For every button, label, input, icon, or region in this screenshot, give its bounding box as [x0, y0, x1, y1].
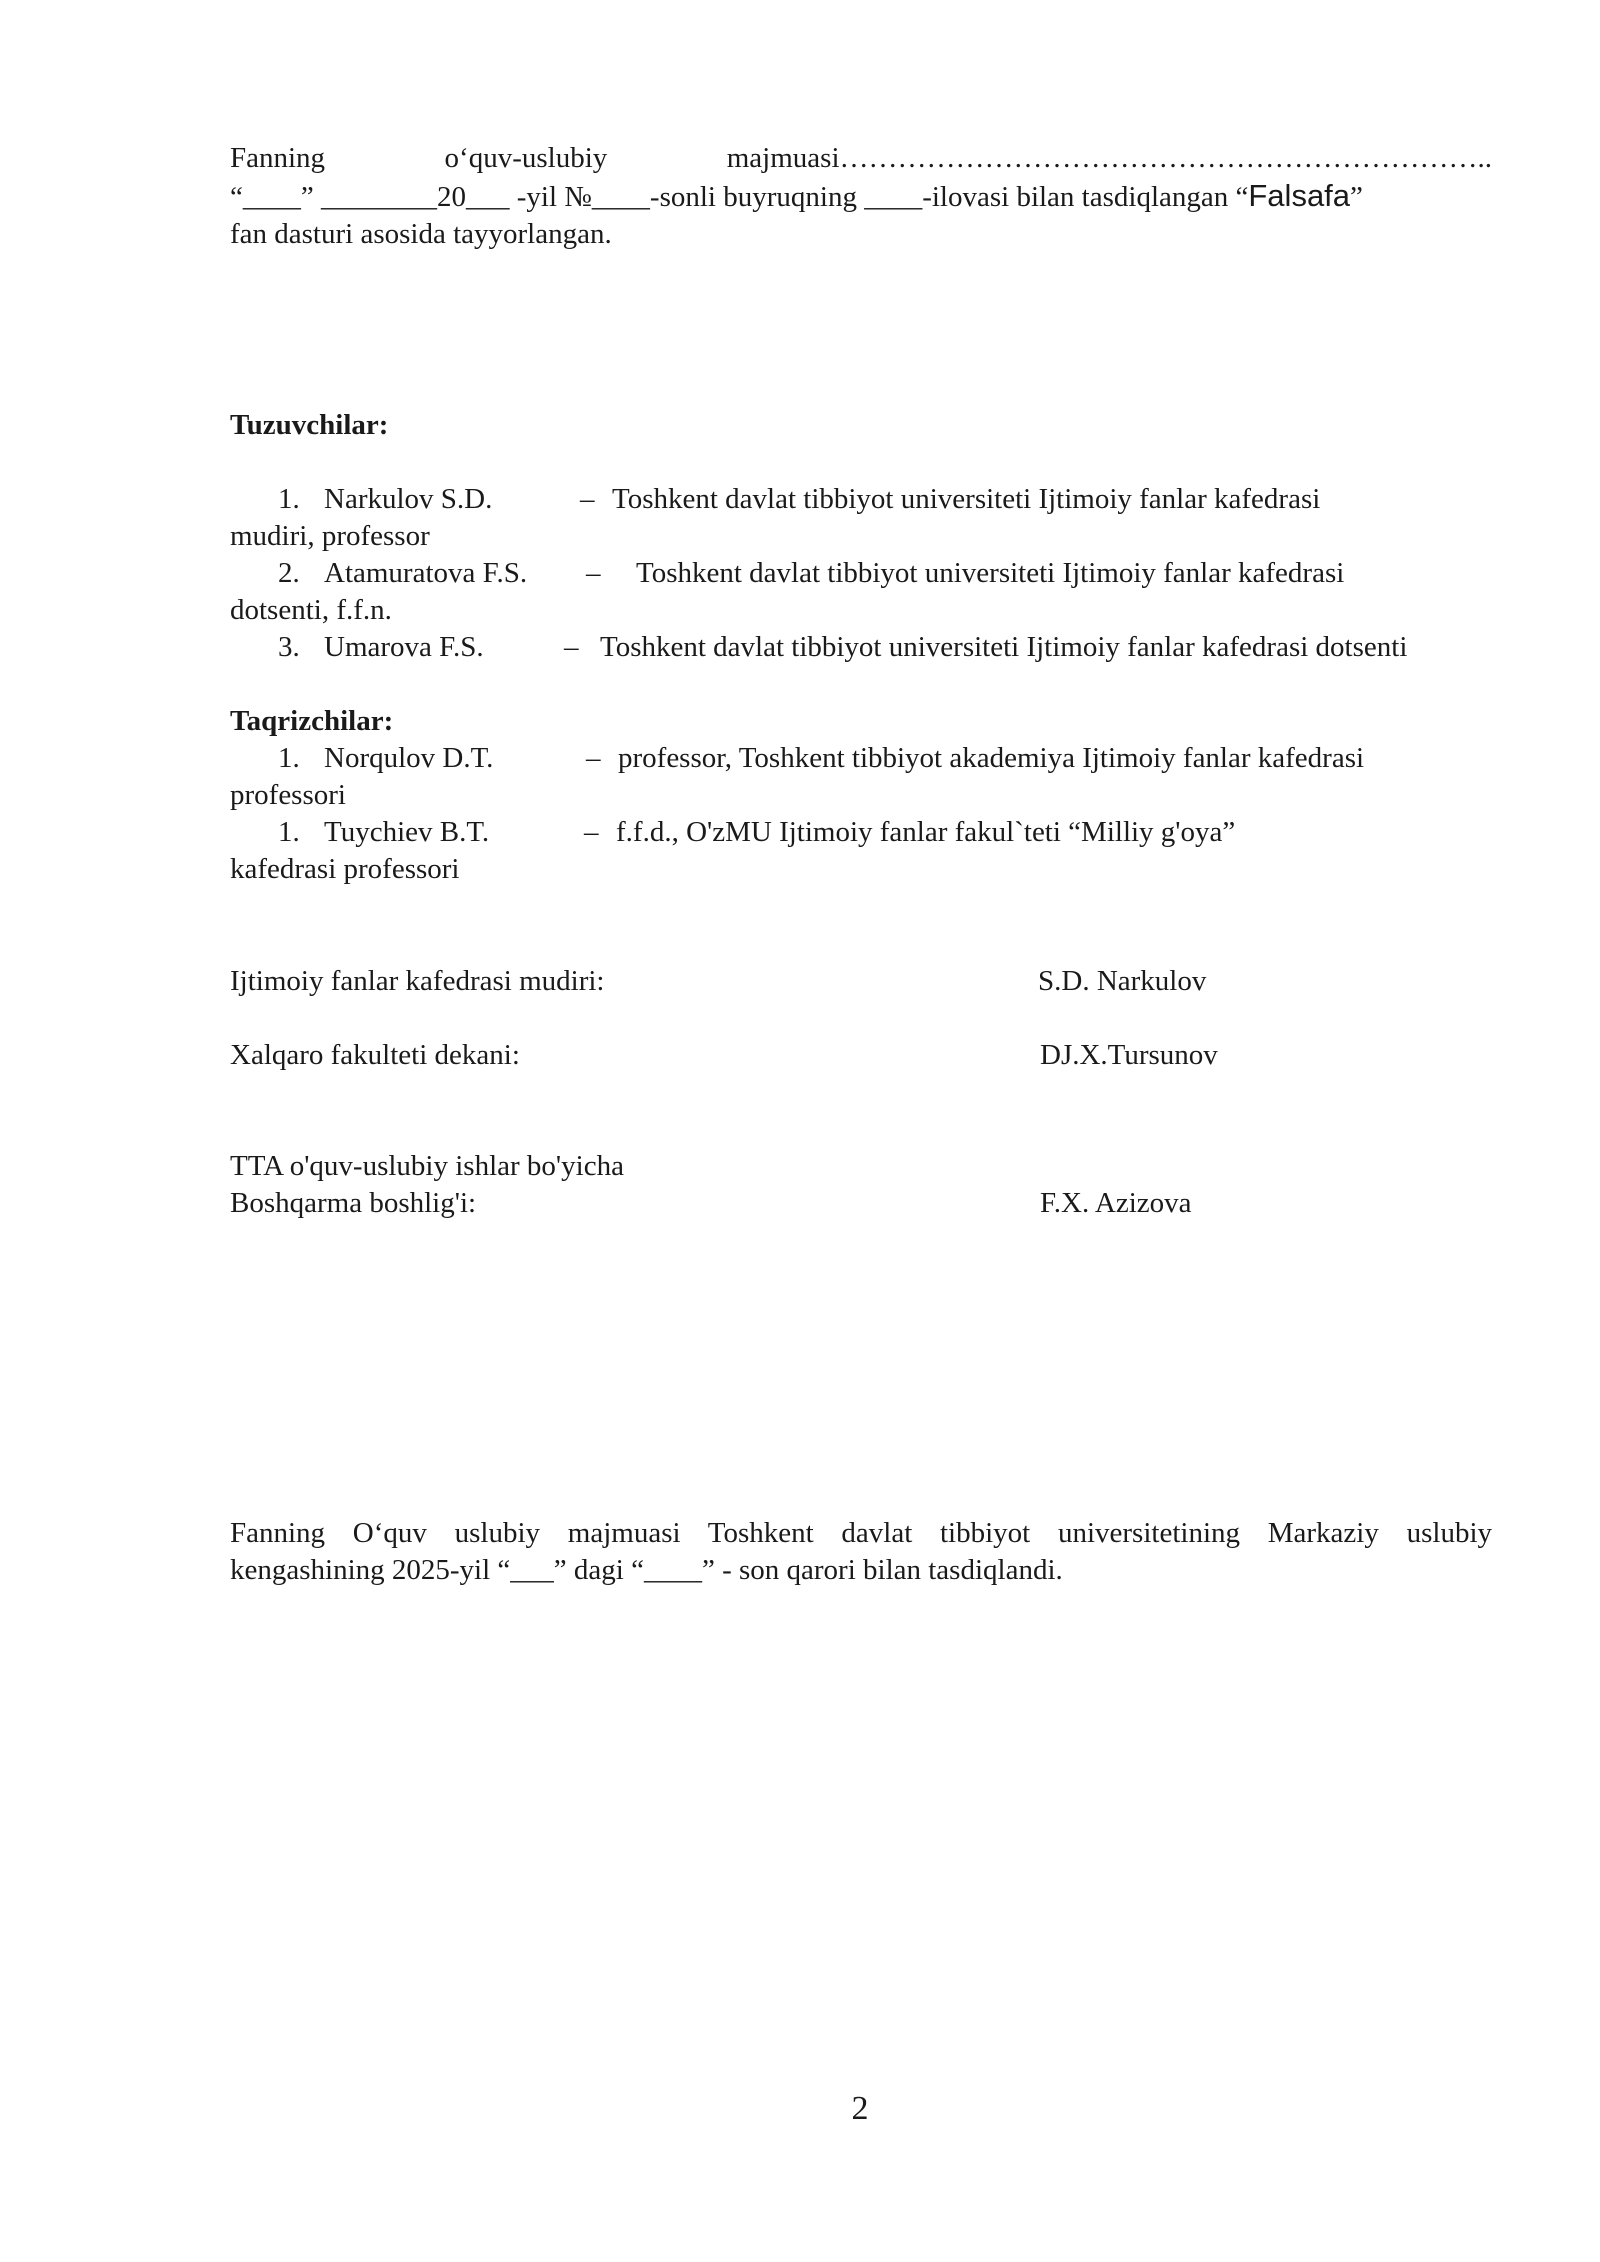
approval-paragraph	[230, 1515, 1492, 1589]
intro-word-fanning: Fanning	[230, 142, 326, 174]
intro-line-3: fan dasturi asosida tayyorlangan.	[230, 218, 612, 250]
signature-row-head-of-department	[230, 963, 1492, 1000]
intro-close-quote: ”	[1350, 181, 1363, 213]
signature-person: DJ.X.Tursunov	[1040, 1039, 1218, 1071]
reviewer-position-cont: kafedrasi professori	[230, 853, 460, 885]
author-dash: –	[580, 483, 595, 515]
author-position: Toshkent davlat tibbiyot universiteti Ijtimoiy fanlar kafedrasi	[636, 557, 1345, 589]
author-name: Umarova F.S.	[324, 631, 484, 663]
intro-word-majmuasi: majmuasi	[726, 142, 840, 174]
authors-list	[230, 481, 1492, 666]
reviewer-position: professor, Toshkent tibbiyot akademiya Ijtimoiy fanlar kafedrasi	[618, 742, 1365, 774]
author-dash: –	[564, 631, 579, 663]
author-name: Atamuratova F.S.	[324, 557, 528, 589]
reviewers-heading-text: Taqrizchilar:	[230, 705, 394, 737]
author-number: 1.	[278, 483, 300, 515]
reviewer-number: 1.	[278, 816, 300, 848]
signature-role: Ijtimoiy fanlar kafedrasi mudiri:	[230, 965, 605, 997]
reviewer-name: Norqulov D.T.	[324, 742, 494, 774]
intro-order-text: “____” ________20___ -yil №____-sonli buyruqning ____-ilovasi bilan tasdiqlangan “	[230, 181, 1249, 213]
intro-word-oquv-uslubiy: o‘quv-uslubiy	[444, 142, 608, 174]
signature-row-methodology-head-cont	[230, 1185, 1492, 1222]
author-dash: –	[586, 557, 601, 589]
approval-line-2: kengashining 2025-yil “___” dagi “____” - son qarori bilan tasdiqlandi.	[230, 1554, 1063, 1586]
intro-line-1	[230, 140, 1492, 177]
signature-person: S.D. Narkulov	[1038, 965, 1207, 997]
author-entry-1	[230, 481, 1492, 555]
reviewer-name: Tuychiev B.T.	[324, 816, 490, 848]
page-number: 2	[851, 2090, 869, 2127]
author-number: 2.	[278, 557, 300, 589]
signature-row-dean	[230, 1037, 1492, 1074]
intro-paragraph	[230, 140, 1492, 253]
authors-heading	[230, 407, 1492, 444]
reviewer-number: 1.	[278, 742, 300, 774]
author-position: Toshkent davlat tibbiyot universiteti Ijtimoiy fanlar kafedrasi dotsenti	[600, 631, 1408, 663]
signature-role: TTA o'quv-uslubiy ishlar bo'yicha	[230, 1150, 624, 1182]
author-entry-3	[230, 629, 1492, 666]
author-position-cont: mudiri, professor	[230, 520, 430, 552]
signature-role-cont: Boshqarma boshlig'i:	[230, 1187, 477, 1219]
reviewer-entry-2	[230, 814, 1492, 888]
signature-role: Xalqaro fakulteti dekani:	[230, 1039, 520, 1071]
reviewer-entry-1	[230, 740, 1492, 814]
reviewer-position: f.f.d., O'zMU Ijtimoiy fanlar fakul`teti “Milliy g'oya”	[616, 816, 1236, 848]
reviewer-position-cont: professori	[230, 779, 346, 811]
author-position-cont: dotsenti, f.f.n.	[230, 594, 392, 626]
author-position: Toshkent davlat tibbiyot universiteti Ijtimoiy fanlar kafedrasi	[612, 483, 1321, 515]
reviewers-heading	[230, 703, 1492, 740]
author-entry-2	[230, 555, 1492, 629]
subject-name: Falsafa	[1248, 178, 1351, 213]
author-number: 3.	[278, 631, 300, 663]
signature-row-methodology-head	[230, 1148, 1492, 1185]
intro-dots: …………………………………………………………..	[839, 142, 1493, 174]
reviewer-dash: –	[584, 816, 599, 848]
intro-line-2	[230, 177, 1492, 216]
reviewers-list	[230, 740, 1492, 888]
reviewer-dash: –	[586, 742, 601, 774]
author-name: Narkulov S.D.	[324, 483, 493, 515]
authors-heading-text: Tuzuvchilar:	[230, 409, 389, 441]
approval-line-1: Fanning O‘quv uslubiy majmuasi Toshkent davlat tibbiyot universitetining Markaziy uslubiy	[230, 1517, 1492, 1549]
signature-person: F.X. Azizova	[1040, 1187, 1192, 1219]
